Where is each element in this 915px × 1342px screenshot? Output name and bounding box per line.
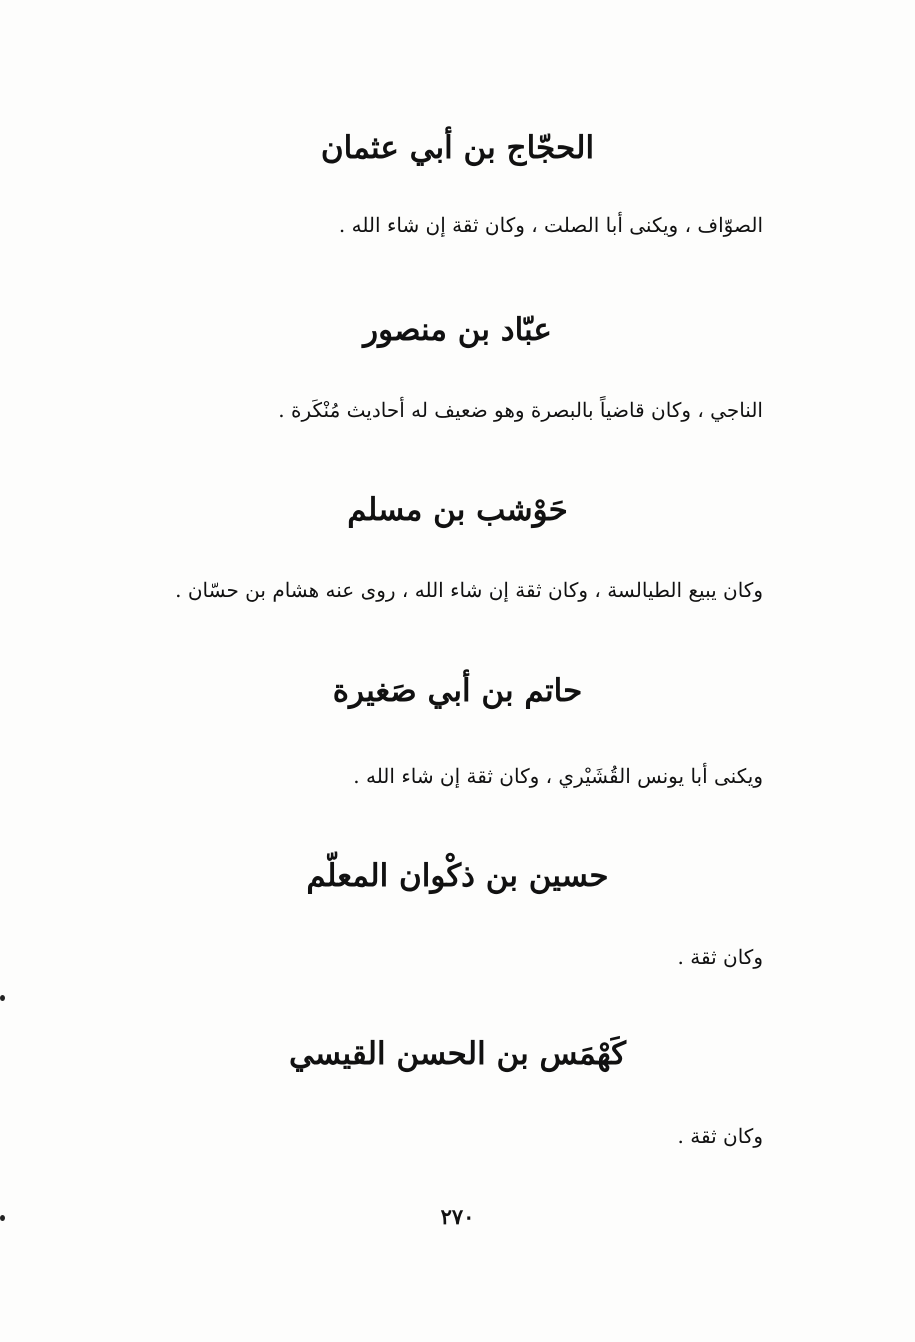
entry-heading-5: حسين بن ذكْوان المعلّم (306, 858, 609, 894)
entry-heading-4: حاتم بن أبي صَغيرة (332, 673, 583, 709)
page-number: ٢٧٠ (440, 1204, 475, 1229)
entry-text-1: الصوّاف ، ويكنى أبا الصلت ، وكان ثقة إن شاء الله . (338, 213, 763, 237)
entry-heading-6: كَهْمَس بن الحسن القيسي (288, 1036, 626, 1072)
entry-text-5: وكان ثقة . (677, 945, 763, 969)
entry-text-3: وكان يبيع الطيالسة ، وكان ثقة إن شاء الله ، روى عنه هشام بن حسّان . (175, 578, 763, 602)
entry-text-4: ويكنى أبا يونس القُشَيْري ، وكان ثقة إن شاء الله . (353, 764, 763, 788)
entry-heading-1: الحجّاج بن أبي عثمان (320, 130, 595, 166)
entry-heading-3: حَوْشب بن مسلم (347, 492, 568, 528)
entry-text-6: وكان ثقة . (677, 1124, 763, 1148)
entry-text-2: الناجي ، وكان قاضياً بالبصرة وهو ضعيف له أحاديث مُنْكَرة . (278, 398, 763, 422)
entry-heading-2: عبّاد بن منصور (363, 312, 552, 348)
scan-speck (0, 1215, 5, 1221)
scan-speck (0, 995, 5, 1001)
